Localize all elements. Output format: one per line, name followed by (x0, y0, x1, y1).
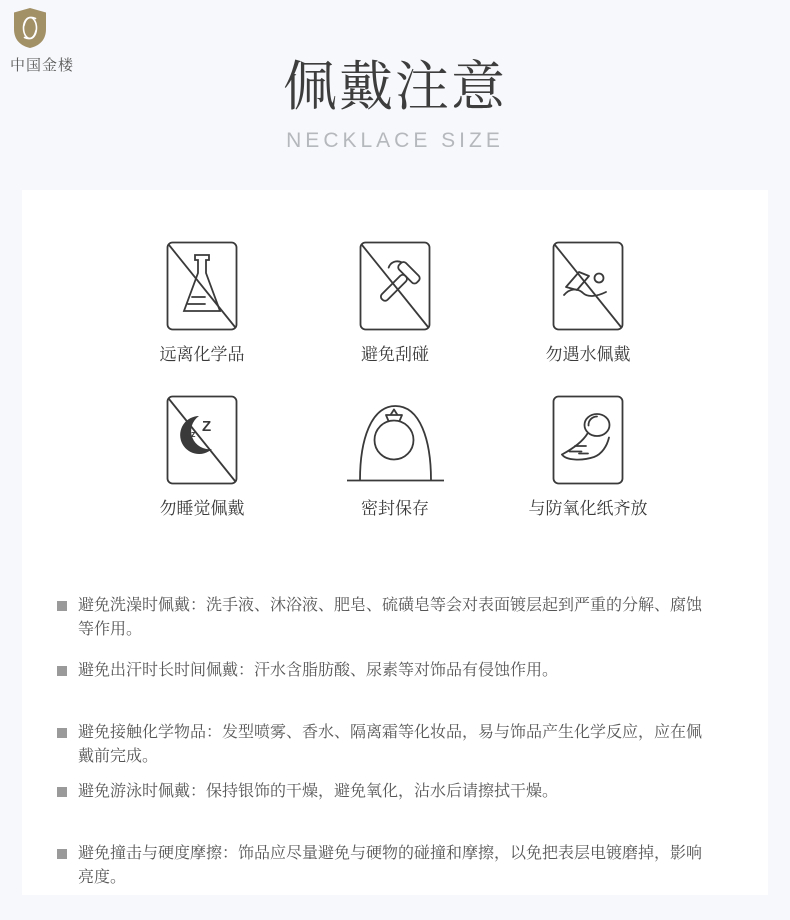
care-note-item (57, 842, 768, 890)
section-header (0, 0, 790, 153)
care-note-item (57, 780, 768, 804)
care-icon-sealed-storage (299, 395, 492, 519)
hammer-prohibited-icon (359, 241, 431, 331)
care-icon-label: 勿遇水佩戴 (545, 345, 631, 364)
care-note-text: 避免接触化学物品：发型喷雾、香水、隔离霜等化妆品，易与饰品产生化学反应，应在佩戴前完成。 (78, 724, 703, 765)
bullet-square-icon (57, 666, 67, 676)
care-note-item (57, 721, 768, 769)
care-icon-label: 密封保存 (361, 499, 429, 518)
page-title: 佩戴注意 (283, 57, 507, 117)
bullet-square-icon (57, 728, 67, 738)
care-icons-row-2 (22, 395, 768, 519)
care-icon-label: 勿睡觉佩戴 (159, 499, 245, 518)
care-icons-grid (22, 190, 768, 519)
swimmer-prohibited-icon (552, 241, 624, 331)
page-subtitle: NECKLACE SIZE (286, 129, 504, 152)
care-icon-no-sleep (106, 395, 299, 519)
care-notes-list (57, 594, 768, 890)
svg-text:z: z (191, 429, 196, 439)
care-note-item (57, 659, 768, 683)
care-icon-no-scratch (299, 241, 492, 365)
care-icon-label: 与防氧化纸齐放 (528, 499, 648, 518)
care-icon-label: 避免刮碰 (361, 345, 429, 364)
flask-prohibited-icon (166, 241, 238, 331)
care-icons-row-1 (22, 241, 768, 365)
care-instructions-panel (22, 190, 768, 895)
care-note-text: 避免撞击与硬度摩擦：饰品应尽量避免与硬物的碰撞和摩擦，以免把表层电镀磨掉，影响亮度。 (78, 845, 703, 886)
sleep-prohibited-icon (166, 395, 238, 485)
ring-dome-icon (347, 395, 444, 485)
bullet-square-icon (57, 849, 67, 859)
svg-text:Z: Z (202, 418, 212, 435)
paper-roll-icon (552, 395, 624, 485)
care-icon-label: 远离化学品 (159, 345, 245, 364)
brand-name: 中国金楼 (10, 57, 75, 74)
bullet-square-icon (57, 601, 67, 611)
care-icon-no-chemicals (106, 241, 299, 365)
care-note-text: 避免洗澡时佩戴：洗手液、沐浴液、肥皂、硫磺皂等会对表面镀层起到严重的分解、腐蚀等作用。 (78, 597, 703, 638)
bullet-square-icon (57, 787, 67, 797)
care-note-text: 避免出汗时长时间佩戴：汗水含脂肪酸、尿素等对饰品有侵蚀作用。 (78, 662, 559, 679)
care-icon-antioxidation-paper (492, 395, 685, 519)
care-note-text: 避免游泳时佩戴：保持银饰的干燥，避免氧化，沾水后请擦拭干燥。 (78, 783, 559, 800)
care-note-item (57, 594, 768, 642)
care-icon-no-water (492, 241, 685, 365)
